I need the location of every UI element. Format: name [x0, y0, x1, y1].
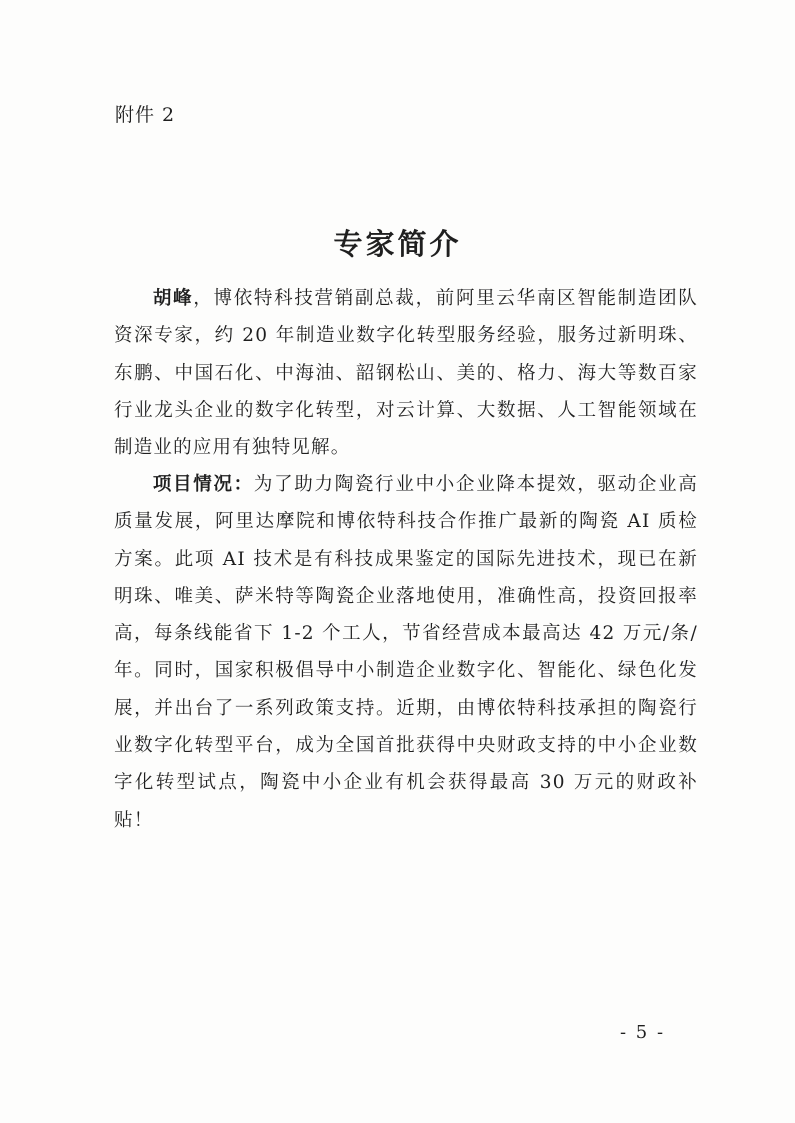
expert-name-separator: ，	[193, 288, 214, 309]
attachment-label: 附件 2	[115, 104, 176, 126]
page-number: - 5 -	[620, 1022, 666, 1043]
page-title: 专家简介	[333, 227, 462, 261]
expert-name: 胡峰	[152, 288, 194, 309]
expert-bio: 博依特科技营销副总裁，前阿里云华南区智能制造团队资深专家，约 20 年制造业数字化转型服务经验，服务过新明珠、东鹏、中国石化、中海油、韶钢松山、美的、格力、海大等数百家行业龙头企业的数字化转型，对云计算、大数据、人工智能领域在制造业的应用有独特见解。	[114, 288, 698, 459]
project-label: 项目情况：	[152, 474, 254, 495]
project-body: 为了助力陶瓷行业中小企业降本提效，驱动企业高质量发展，阿里达摩院和博依特科技合作推广最新的陶瓷 AI 质检方案。此项 AI 技术是有科技成果鉴定的国际先进技术，现已在新明珠、唯美、萨米特等陶瓷企业落地使用，准确性高，投资回报率高，每条线能省下 1-2 个工人，节省经营成本最高达 42 万元/条/年。同时，国家积极倡导中小制造企业数字化、智能化、绿色化发展，并出台了一系列政策支持。近期，由博依特科技承担的陶瓷行业数字化转型平台，成为全国首批获得中央财政支持的中小企业数字化转型试点，陶瓷中小企业有机会获得最高 30 万元的财政补贴！	[114, 474, 698, 831]
project-paragraph	[114, 466, 698, 839]
expert-paragraph	[114, 280, 698, 466]
